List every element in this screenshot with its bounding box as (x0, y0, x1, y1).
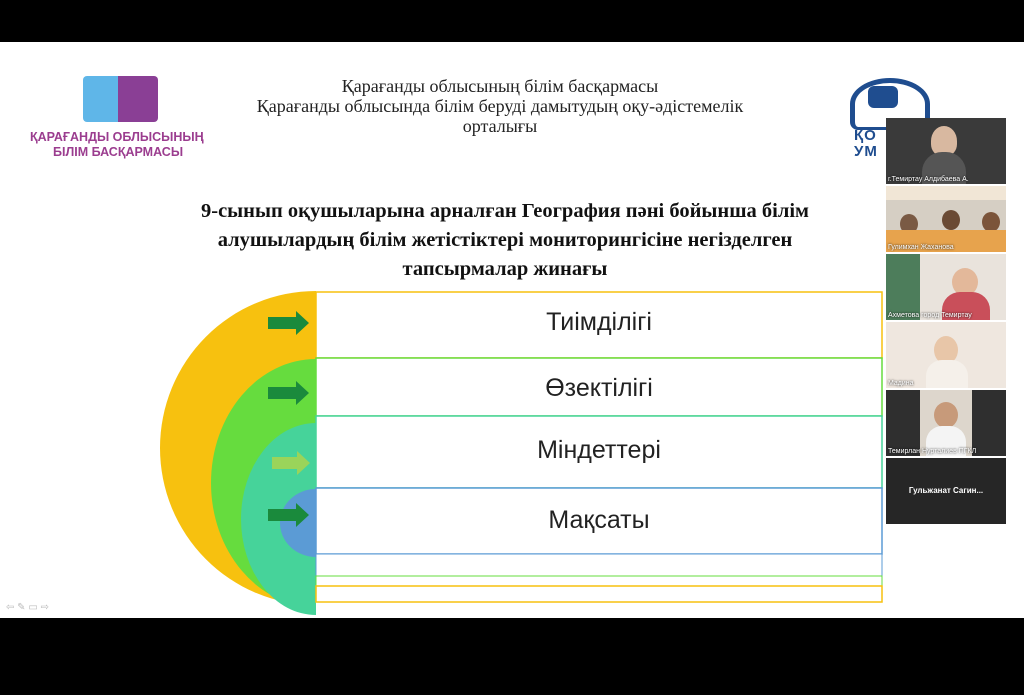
participants-panel (886, 118, 1008, 528)
header-line-1: Қарағанды облысының білім басқармасы (341, 76, 659, 96)
box-extra-3 (316, 586, 882, 602)
box-extra-2 (316, 576, 882, 586)
participant-tile[interactable] (886, 390, 1006, 456)
label-effectiveness: Тиімділігі (546, 308, 652, 336)
presentation-slide (0, 42, 1024, 618)
slide-nav-controls[interactable] (6, 602, 49, 613)
back-arrow-icon[interactable]: ⇦ (6, 602, 15, 613)
logo-left-text: ҚАРАҒАНДЫ ОБЛЫСЫНЫҢ БІЛІМ БАСҚАРМАСЫ (30, 130, 204, 159)
participant-name: Ахметова город Темиртау (888, 312, 972, 319)
title-line-3: тапсырмалар жинағы (402, 258, 608, 280)
title-line-2: алушылардың білім жетістіктері мониторингісіне негізделген (217, 229, 793, 251)
forward-arrow-icon[interactable]: ⇨ (40, 602, 49, 613)
participant-name: Темирлан Нурталиев ПГКЛ (888, 448, 977, 455)
participant-tile[interactable] (886, 186, 1006, 252)
participant-tile[interactable] (886, 322, 1006, 388)
header-line-2: Қарағанды облысында білім беруді дамытудың оқу-әдістемелік (256, 96, 744, 116)
header-line-3: орталығы (462, 116, 538, 136)
label-goal: Мақсаты (548, 506, 650, 534)
participant-name: Гулимхан Жаханова (888, 244, 954, 251)
participant-tile[interactable] (886, 254, 1006, 320)
label-tasks: Міндеттері (537, 436, 661, 464)
box-extra-1 (316, 554, 882, 576)
participant-name: Мадина (888, 380, 914, 387)
logo-right-text: ҚО УМ (854, 127, 878, 160)
participant-tile[interactable] (886, 458, 1006, 524)
slides-icon[interactable]: ▭ (28, 602, 38, 613)
participant-video (934, 402, 958, 428)
title-line-1: 9-сынып оқушыларына арналған География пәні бойынша білім (201, 200, 809, 222)
participant-name: Гульжанат Сагин... (908, 486, 984, 495)
participant-tile[interactable] (886, 118, 1006, 184)
pen-icon[interactable]: ✎ (17, 602, 26, 613)
participant-name: г.Темиртау Алдибаева А. (888, 176, 969, 183)
label-relevance: Өзектілігі (545, 374, 653, 402)
